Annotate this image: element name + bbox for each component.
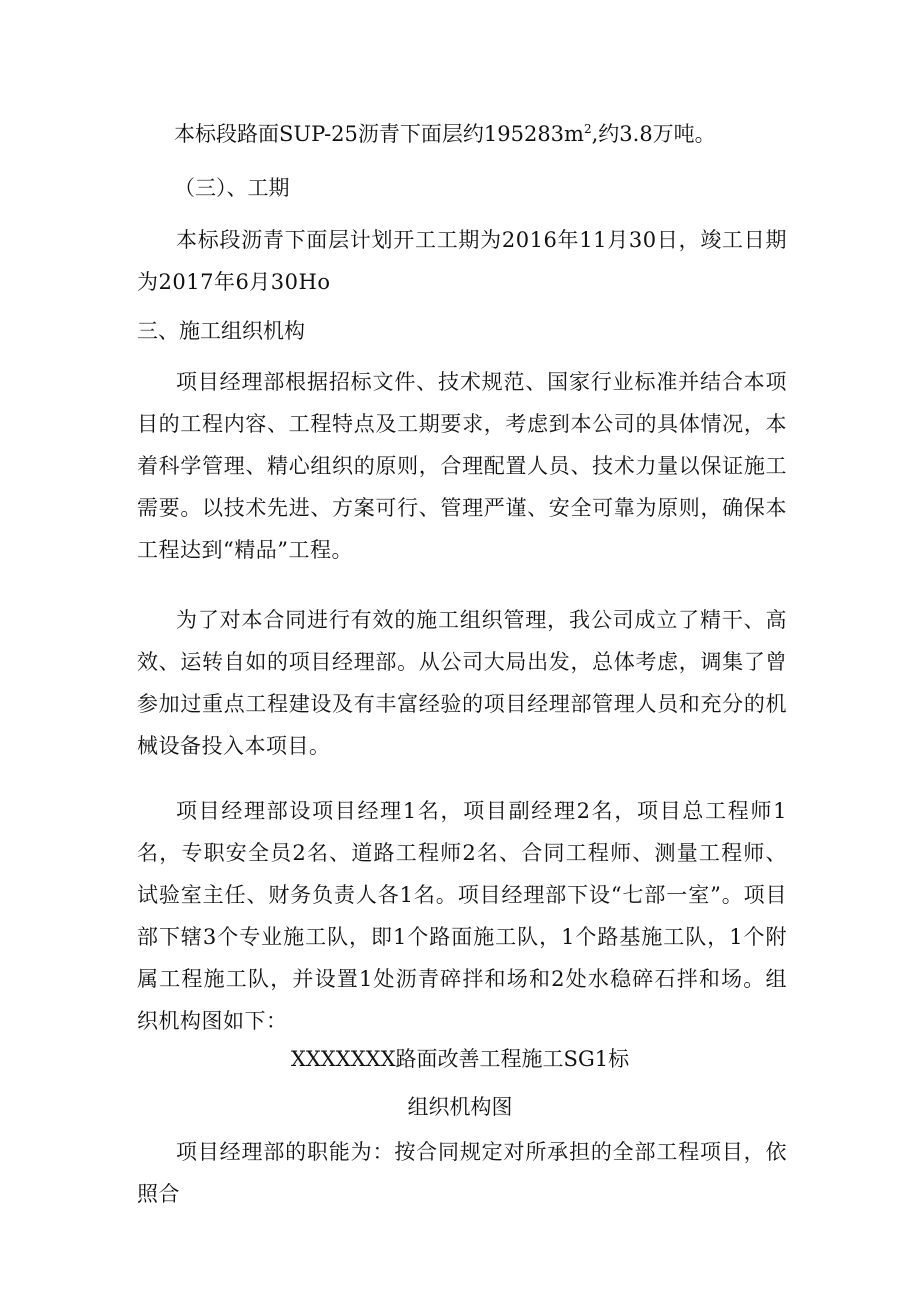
- schedule-paragraph: 本标段沥青下面层计划开工工期为2016年11月30日，竣工日期为2017年6月30Ho: [137, 228, 787, 294]
- paragraph-4: 项目经理部的职能为：按合同规定对所承担的全部工程项目，依照合: [137, 1140, 787, 1206]
- scope-paragraph: [174, 119, 716, 149]
- chart-title-line-1: XXXXXXX路面改善工程施工SG1标: [290, 1047, 630, 1071]
- paragraph-1: 项目经理部根据招标文件、技术规范、国家行业标准并结合本项目的工程内容、工程特点及工期要求，考虑到本公司的具体情况，本着科学管理、精心组织的原则，合理配置人员、技术力量以保证施工需要。以技术先进、方案可行、管理严谨、安全可靠为原则，确保本工程达到“精品”工程。: [137, 370, 787, 562]
- scope-superscript: 2: [583, 122, 592, 136]
- paragraph-2: 为了对本合同进行有效的施工组织管理，我公司成立了精干、高效、运转自如的项目经理部。从公司大局出发，总体考虑，调集了曾参加过重点工程建设及有丰富经验的项目经理部管理人员和充分的机械设备投入本项目。: [137, 608, 787, 758]
- paragraph-3: 项目经理部设项目经理1名，项目副经理2名，项目总工程师1名，专职安全员2名、道路工程师2名、合同工程师、测量工程师、试验室主任、财务负责人各1名。项目经理部下设“七部一室”。项目部下辖3个专业施工队，即1个路面施工队，1个路基施工队，1个附属工程施工队，并设置1处沥青碎拌和场和2处水稳碎石拌和场。组织机构图如下：: [137, 799, 787, 1033]
- section-heading: 三、施工组织机构: [137, 319, 305, 343]
- chart-title-line-2: 组织机构图: [407, 1095, 513, 1119]
- subheading-schedule: （三）、工期: [174, 176, 290, 200]
- scope-text: 本标段路面SUP-25沥青下面层约195283m: [174, 122, 584, 146]
- scope-text-end: ,约3.8万吨。: [591, 122, 716, 146]
